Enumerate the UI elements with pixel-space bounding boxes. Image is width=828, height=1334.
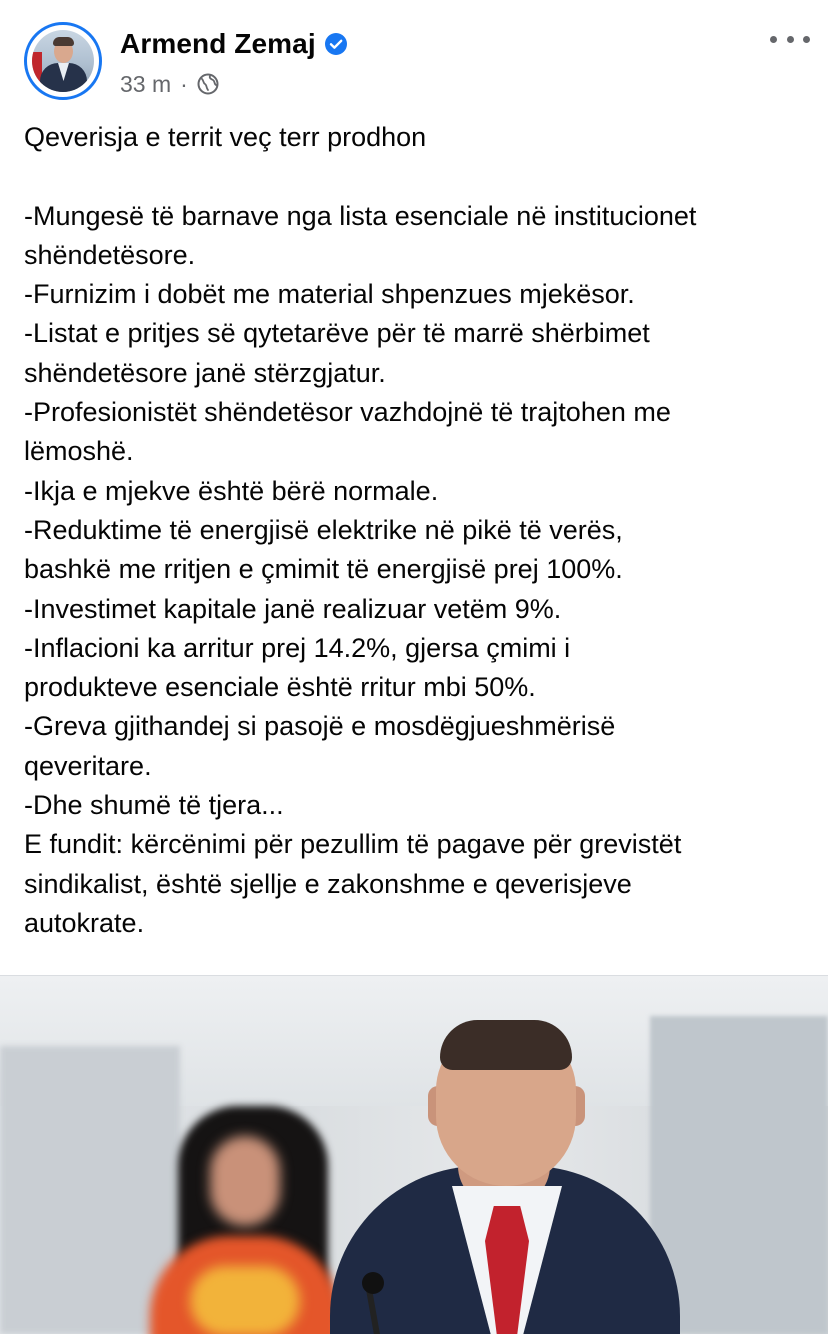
post-line: shëndetësore janë stërzgjatur. [24, 357, 386, 388]
post-line: autokrate. [24, 907, 145, 938]
post-line-blank [24, 157, 814, 196]
post-line: Qeverisja e territ veç terr prodhon [24, 122, 427, 152]
post-line: -Greva gjithandej si pasojë e mosdëgjueshmërisë [24, 711, 616, 742]
more-options-icon[interactable] [770, 28, 810, 50]
post-line: -Ikja e mjekve është bërë normale. [24, 475, 439, 506]
post-line: qeveritare. [24, 750, 152, 781]
post-line: -Dhe shumë të tjera... [24, 790, 284, 821]
post-line: -Furnizim i dobët me material shpenzues mjekësor. [24, 279, 635, 310]
globe-icon[interactable] [196, 72, 220, 96]
verified-badge-icon [324, 32, 348, 56]
author-avatar[interactable] [24, 22, 102, 100]
post-line: -Investimet kapitale janë realizuar vetëm 9%. [24, 593, 562, 624]
post-photo[interactable] [0, 976, 828, 1334]
post-meta [120, 68, 220, 100]
avatar-image [32, 30, 94, 92]
author-name[interactable]: Armend Zemaj [120, 28, 316, 59]
post-line: -Mungesë të barnave nga lista esenciale në institucionet [24, 200, 697, 231]
post-body [24, 118, 814, 943]
post-line: -Inflacioni ka arritur prej 14.2%, gjersa çmimi i [24, 632, 571, 663]
post-line: -Profesionistët shëndetësor vazhdojnë të trajtohen me [24, 397, 671, 428]
post-line: -Listat e pritjes së qytetarëve për të marrë shërbimet [24, 318, 650, 349]
post-line: lëmoshë. [24, 436, 134, 467]
post-time[interactable]: 33 m [120, 70, 172, 97]
author-row [120, 26, 348, 62]
meta-separator: · [180, 70, 188, 97]
post-line: shëndetësore. [24, 239, 196, 270]
post-line: sindikalist, është sjellje e zakonshme e qeverisjeve [24, 868, 632, 899]
post-header [0, 0, 828, 115]
post-line: -Reduktime të energjisë elektrike në pikë të verës, [24, 514, 623, 545]
post-line: produkteve esenciale është rritur mbi 50%. [24, 672, 536, 703]
post-line: E fundit: kërcënimi për pezullim të pagave për grevistët [24, 829, 682, 860]
post-line: bashkë me rritjen e çmimit të energjisë prej 100%. [24, 554, 623, 585]
